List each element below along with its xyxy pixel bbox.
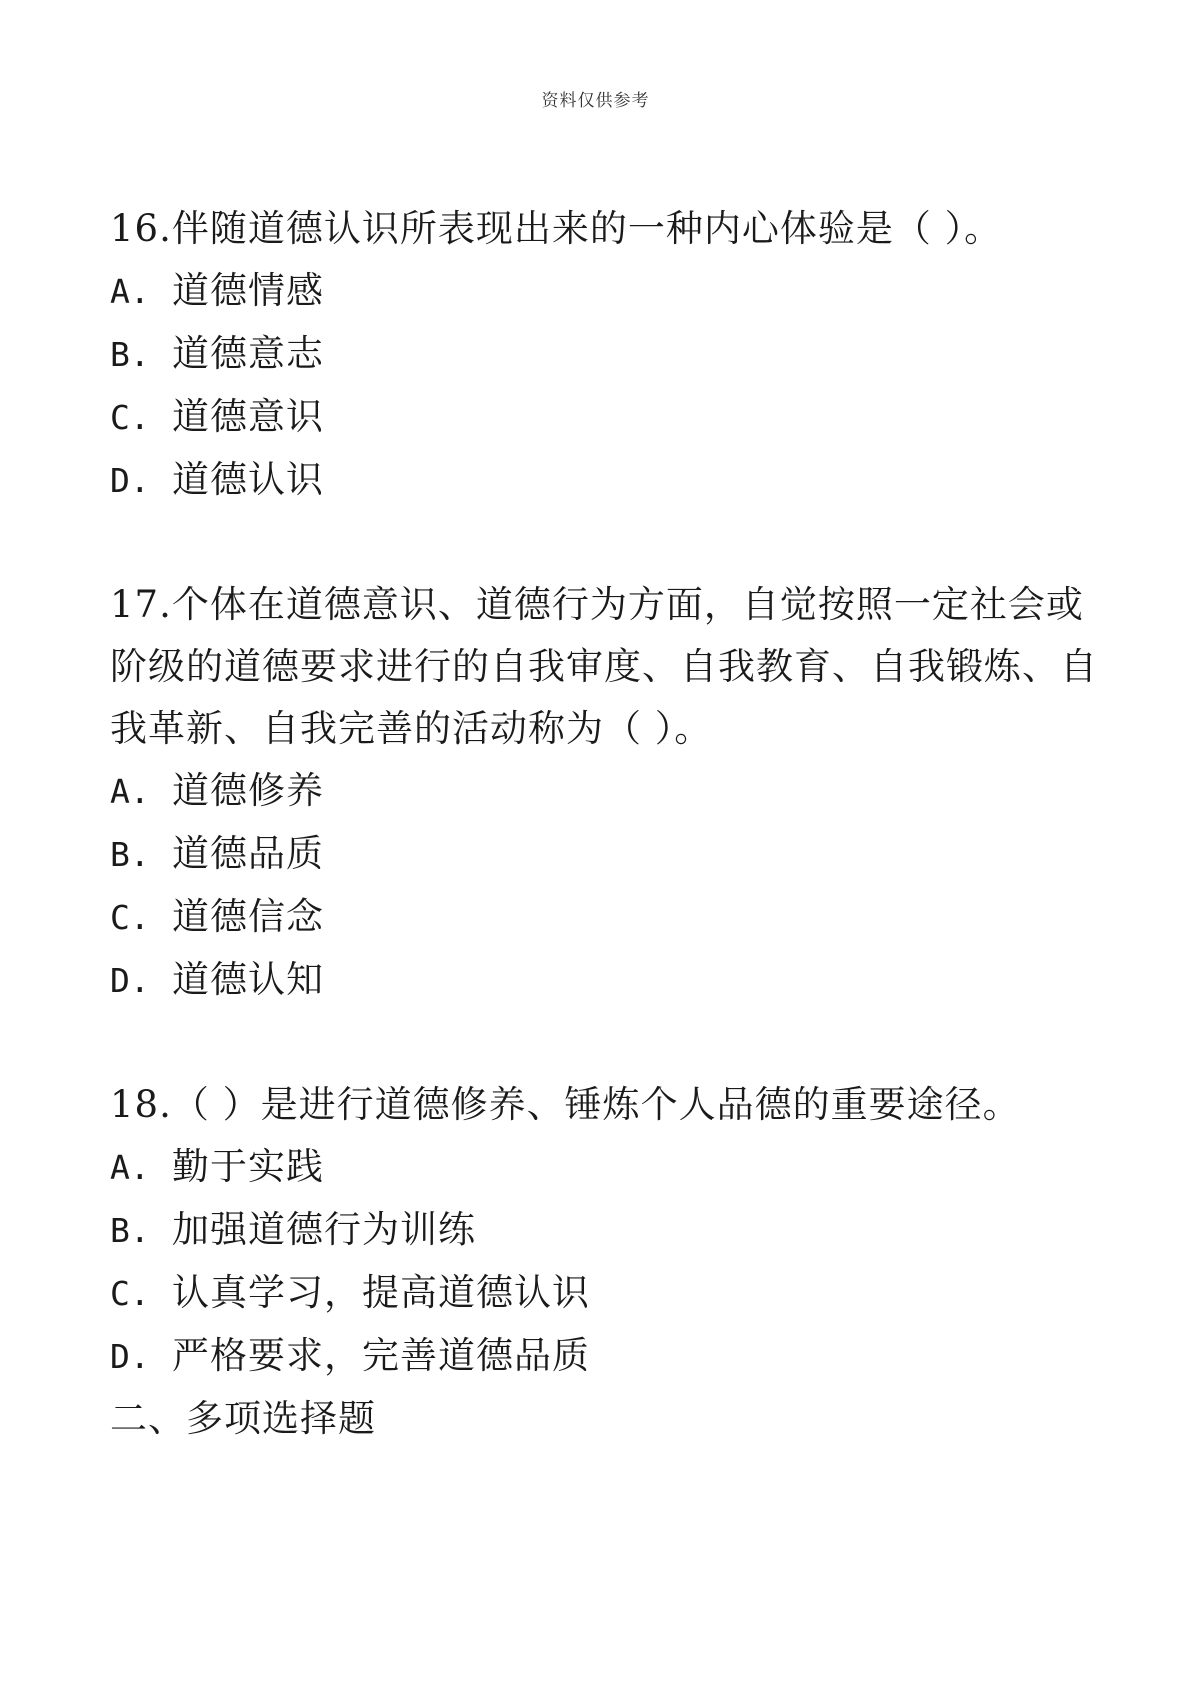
option-text: 道德修养 <box>172 769 324 812</box>
option-a <box>110 260 1100 323</box>
option-text: 道德认识 <box>172 458 324 501</box>
option-letter: C. <box>110 398 150 437</box>
option-text: 严格要求，完善道德品质 <box>172 1334 590 1377</box>
option-letter: A. <box>110 772 150 811</box>
section-title: 二、多项选择题 <box>110 1397 376 1440</box>
option-letter: B. <box>110 835 150 874</box>
option-letter: A. <box>110 1148 150 1187</box>
option-letter: C. <box>110 898 150 937</box>
option-letter: B. <box>110 1211 150 1250</box>
option-c <box>110 1262 1100 1325</box>
option-b <box>110 323 1100 386</box>
question-stem: 16.伴随道德认识所表现出来的一种内心体验是（ ）。 <box>110 207 1003 250</box>
option-list <box>110 760 1100 1012</box>
option-letter: C. <box>110 1274 150 1313</box>
option-d <box>110 449 1100 512</box>
option-list <box>110 260 1100 512</box>
option-letter: D. <box>110 1337 150 1376</box>
question-16 <box>110 198 1100 512</box>
option-c <box>110 886 1100 949</box>
option-letter: D. <box>110 961 150 1000</box>
option-c <box>110 386 1100 449</box>
option-text: 道德品质 <box>172 832 324 875</box>
option-list <box>110 1136 1100 1388</box>
question-stem: 17.个体在道德意识、道德行为方面，自觉按照一定社会或阶级的道德要求进行的自我审度、自我教育、自我锻炼、自我革新、自我完善的活动称为（ ）。 <box>110 583 1098 750</box>
option-a <box>110 1136 1100 1199</box>
option-d <box>110 949 1100 1012</box>
option-letter: B. <box>110 335 150 374</box>
page-header: 资料仅供参考 <box>541 91 650 111</box>
option-text: 加强道德行为训练 <box>172 1208 476 1251</box>
option-text: 道德情感 <box>172 269 324 312</box>
option-letter: D. <box>110 461 150 500</box>
option-text: 道德意识 <box>172 395 324 438</box>
option-text: 勤于实践 <box>172 1145 324 1188</box>
option-d <box>110 1325 1100 1388</box>
question-18 <box>110 1074 1100 1450</box>
option-text: 道德意志 <box>172 332 324 375</box>
option-letter: A. <box>110 272 150 311</box>
question-17 <box>110 574 1100 1012</box>
question-list <box>110 198 1100 1450</box>
option-b <box>110 1199 1100 1262</box>
option-a <box>110 760 1100 823</box>
option-text: 认真学习，提高道德认识 <box>172 1271 590 1314</box>
option-text: 道德认知 <box>172 958 324 1001</box>
option-b <box>110 823 1100 886</box>
question-stem: 18.（ ）是进行道德修养、锤炼个人品德的重要途径。 <box>110 1083 1021 1126</box>
option-text: 道德信念 <box>172 895 324 938</box>
